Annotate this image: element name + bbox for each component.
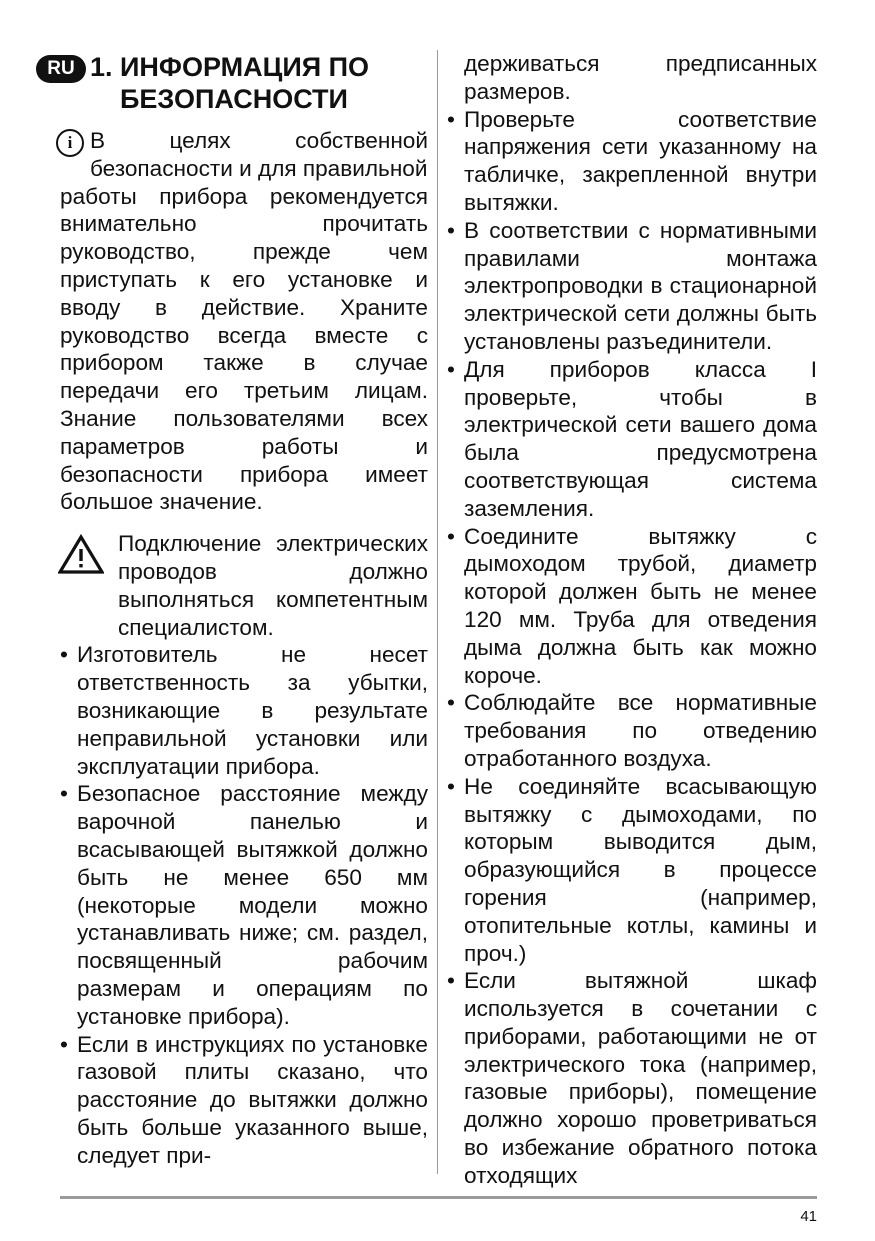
right-bullet-list (447, 106, 817, 1190)
section-title-line1: ИНФОРМАЦИЯ ПО (120, 52, 370, 82)
list-item: • Не соединяйте всасывающую вытяжку с дымоходами, по которым выводится дым, образующийся в процессе горения (например, отопительные котлы, камины и проч.) (447, 773, 817, 968)
intro-text: работы прибора рекомендуется внимательно прочитать руководство, прежде чем приступать к его установке и вводу в действие. Храните руководство всегда вместе с прибором также в случае передачи его третьим лицам. Знание пользователями всех параметров работы и безопасности прибора имеет большое значение. (60, 183, 428, 515)
list-item: • Соедините вытяжку с дымоходом трубой, диаметр которой должен быть не менее 120 мм. Труба для отведения дыма должна быть как можно короче. (447, 523, 817, 690)
info-icon: i (56, 129, 84, 157)
intro-paragraph (60, 127, 428, 516)
list-item: • В соответствии с нормативными правилами монтажа электропроводки в стационарной электрической сети должны быть установлены разъединители. (447, 217, 817, 356)
intro-first-line: В целях собственной безопасности и для правильной (90, 128, 428, 181)
list-item: • Соблюдайте все нормативные требования по отведению отработанного воздуха. (447, 689, 817, 772)
list-item: • Безопасное расстояние между варочной панелью и всасывающей вытяжкой должно быть не менее 650 мм (некоторые модели можно устанавливать ниже; см. раздел, посвященный рабочим размерам и операциям по установке прибора). (60, 780, 428, 1030)
column-divider (437, 50, 438, 1174)
left-bullet-list (60, 641, 428, 1169)
list-item: • Если в инструкциях по установке газовой плиты сказано, что расстояние до вытяжки должно быть больше указанного выше, следует при- (60, 1031, 428, 1170)
list-item: • Если вытяжной шкаф используется в сочетании с приборами, работающими не от электрического тока (например, газовые приборы), помещение должно хорошо проветриваться во избежание обратного потока отходящих (447, 967, 817, 1189)
warning-note (60, 530, 428, 641)
warning-triangle-icon (58, 534, 104, 574)
right-column (447, 50, 817, 1190)
section-heading (47, 51, 428, 115)
footer-rule (60, 1196, 817, 1199)
continued-text: держиваться предписанных размеров. (464, 51, 817, 104)
warning-text: Подключение электрических проводов должно выполняться компетентным специалистом. (118, 531, 428, 640)
language-badge: RU (36, 55, 86, 83)
list-item: • Для приборов класса I проверьте, чтобы в электрической сети вашего дома была предусмотрена соответствующая система заземления. (447, 356, 817, 523)
section-title-line2: БЕЗОПАСНОСТИ (120, 84, 348, 114)
list-item: • Изготовитель не несет ответственность за убытки, возникающие в результате неправильной установки или эксплуатации прибора. (60, 641, 428, 780)
section-number: 1. (90, 52, 113, 82)
list-item: • Проверьте соответствие напряжения сети указанному на табличке, закрепленной внутри вытяжки. (447, 106, 817, 217)
left-column (47, 50, 428, 1169)
page-number: 41 (800, 1208, 817, 1225)
